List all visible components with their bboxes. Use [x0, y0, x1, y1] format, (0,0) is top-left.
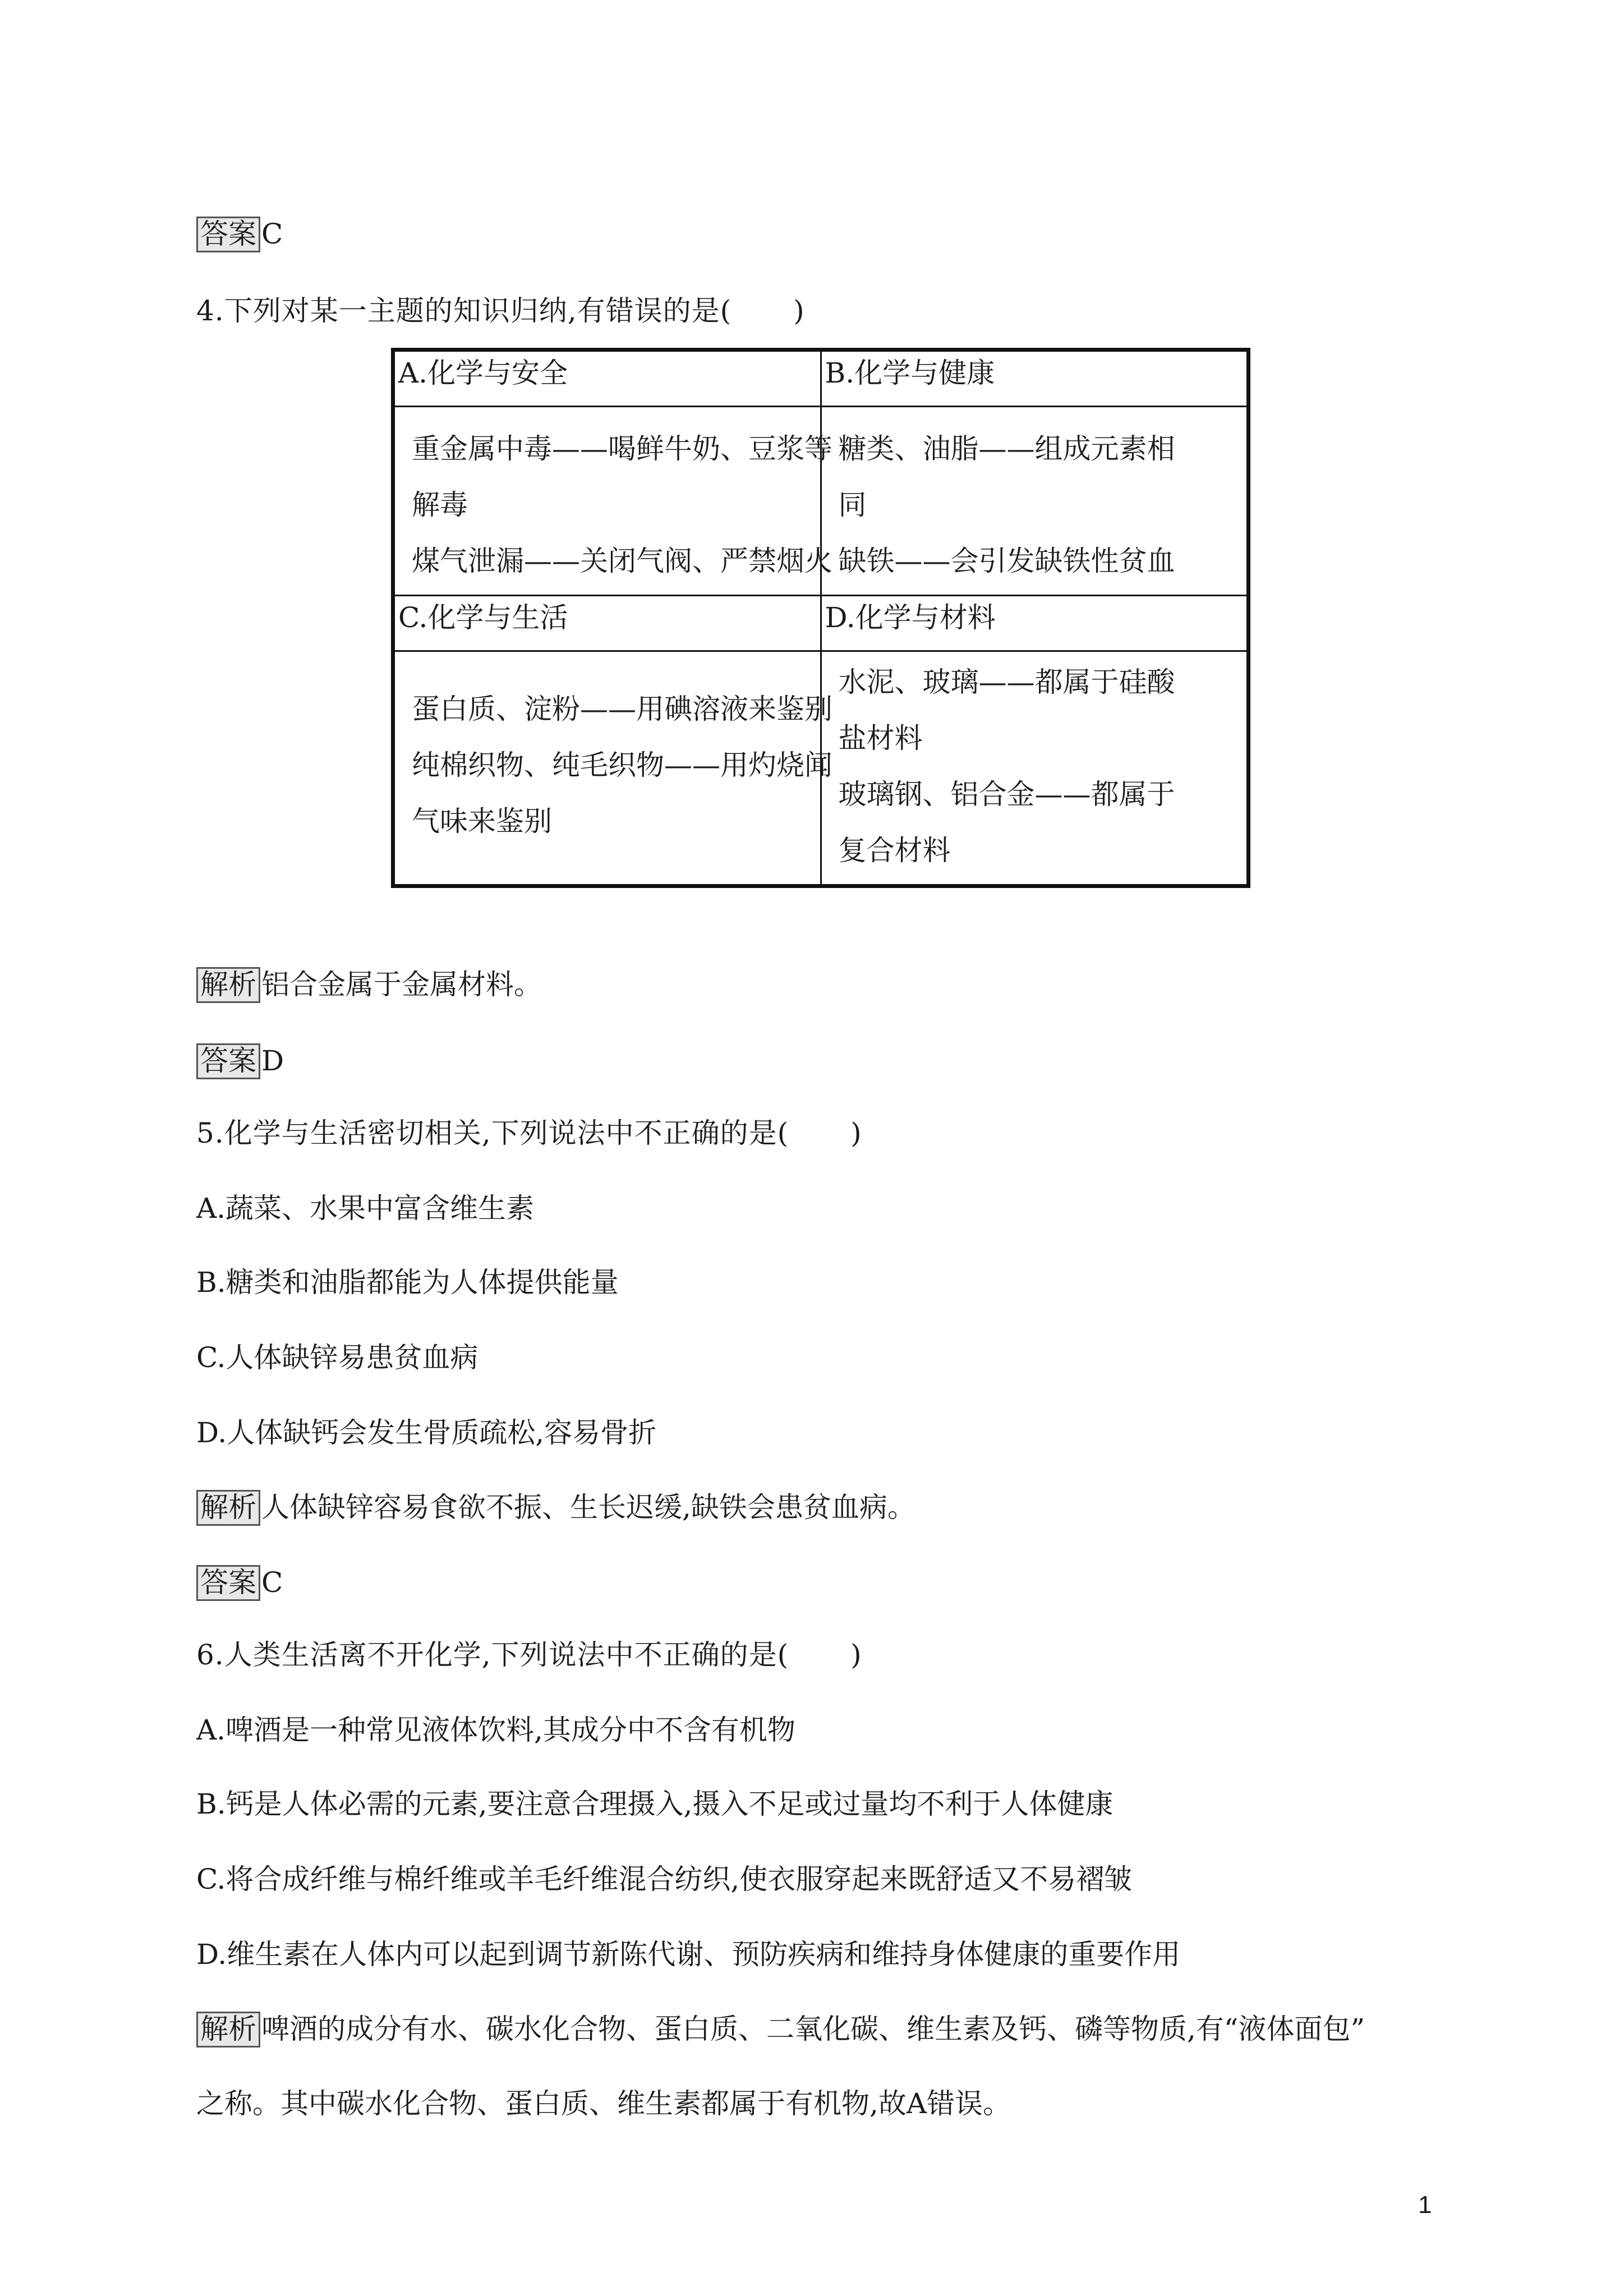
c-body-line: 蛋白质、淀粉——用碘溶液来鉴别 — [412, 693, 832, 725]
d-body-line: 盐材料 — [838, 722, 923, 754]
q5-stem-text: 5.化学与生活密切相关,下列说法中不正确的是( — [196, 1117, 789, 1149]
c-body-line: 气味来鉴别 — [412, 805, 552, 838]
q6-option: C.将合成纤维与棉纤维或羊毛纤维混合纺织,使衣服穿起来既舒适又不易褶皱 — [196, 1863, 1133, 1895]
analysis-tag: 解析 — [196, 967, 260, 1003]
q4-answer-value: D — [261, 1045, 284, 1077]
answer-tag: 答案 — [196, 1043, 260, 1079]
q4-stem-close: ) — [793, 295, 805, 327]
analysis-tag: 解析 — [196, 1490, 260, 1526]
d-body-line: 复合材料 — [838, 834, 951, 867]
q4-answer-line — [196, 1043, 284, 1079]
q6-option: B.钙是人体必需的元素,要注意合理摄入,摄入不足或过量均不利于人体健康 — [196, 1788, 1114, 1820]
q4-analysis-line — [196, 967, 542, 1003]
cell-a-body — [393, 407, 832, 596]
cell-a-header — [393, 350, 821, 407]
q5-option: A.蔬菜、水果中富含维生素 — [196, 1192, 535, 1225]
b-body-line: 同 — [838, 489, 867, 521]
c-header-text: C.化学与生活 — [398, 601, 568, 634]
prev-answer-line — [196, 217, 283, 252]
a-body-line: 重金属中毒——喝鲜牛奶、豆浆等 — [412, 432, 832, 465]
d-body-line: 玻璃钢、铝合金——都属于 — [838, 778, 1175, 811]
q5-answer-value: C — [261, 1566, 283, 1599]
d-body-line: 水泥、玻璃——都属于硅酸 — [838, 666, 1175, 698]
a-body-line: 解毒 — [412, 489, 468, 521]
b-header-text: B.化学与健康 — [825, 357, 995, 389]
q6-analysis-continued: 之称。其中碳水化合物、蛋白质、维生素都属于有机物,故A错误。 — [196, 2087, 1011, 2120]
q6-option: D.维生素在人体内可以起到调节新陈代谢、预防疾病和维持身体健康的重要作用 — [196, 1938, 1181, 1971]
b-body-line: 糖类、油脂——组成元素相 — [838, 432, 1175, 465]
analysis-tag: 解析 — [196, 2012, 260, 2047]
q5-stem-close: ) — [850, 1117, 862, 1149]
answer-value: C — [261, 218, 283, 250]
q5-option: C.人体缺锌易患贫血病 — [196, 1341, 479, 1374]
q5-option: B.糖类和油脂都能为人体提供能量 — [196, 1266, 619, 1299]
knowledge-table — [391, 348, 1250, 888]
q6-option: A.啤酒是一种常见液体饮料,其成分中不含有机物 — [196, 1714, 795, 1746]
cell-c-body — [393, 651, 832, 886]
q5-answer-line — [196, 1565, 283, 1601]
cell-b-body — [821, 407, 1249, 596]
a-header-text: A.化学与安全 — [398, 357, 568, 389]
page-number: 1 — [1418, 2191, 1432, 2219]
q4-stem — [196, 294, 805, 328]
cell-d-body — [821, 651, 1249, 886]
cell-d-header — [821, 596, 1249, 651]
cell-b-header — [821, 350, 1249, 407]
d-header-text: D.化学与材料 — [825, 601, 996, 634]
q6-stem-text: 6.人类生活离不开化学,下列说法中不正确的是( — [196, 1639, 789, 1671]
q6-analysis-text: 啤酒的成分有水、碳水化合物、蛋白质、二氧化碳、维生素及钙、磷等物质,有“液体面包” — [261, 2013, 1365, 2045]
q5-option: D.人体缺钙会发生骨质疏松,容易骨折 — [196, 1416, 657, 1449]
q5-analysis-line — [196, 1490, 915, 1526]
b-body-line: 缺铁——会引发缺铁性贫血 — [838, 545, 1175, 577]
cell-c-header — [393, 596, 821, 651]
c-body-line: 纯棉织物、纯毛织物——用灼烧闻 — [412, 749, 832, 781]
q6-stem-close: ) — [850, 1639, 862, 1671]
a-body-line: 煤气泄漏——关闭气阀、严禁烟火 — [412, 545, 832, 577]
q6-analysis-line — [196, 2012, 1365, 2047]
answer-tag: 答案 — [196, 217, 260, 252]
q5-analysis-text: 人体缺锌容易食欲不振、生长迟缓,缺铁会患贫血病。 — [261, 1491, 915, 1524]
q5-stem — [196, 1116, 862, 1150]
answer-tag: 答案 — [196, 1565, 260, 1601]
q6-stem — [196, 1638, 862, 1672]
q4-analysis-text: 铝合金属于金属材料。 — [261, 968, 542, 1001]
q4-stem-text: 4.下列对某一主题的知识归纳,有错误的是( — [196, 295, 732, 327]
